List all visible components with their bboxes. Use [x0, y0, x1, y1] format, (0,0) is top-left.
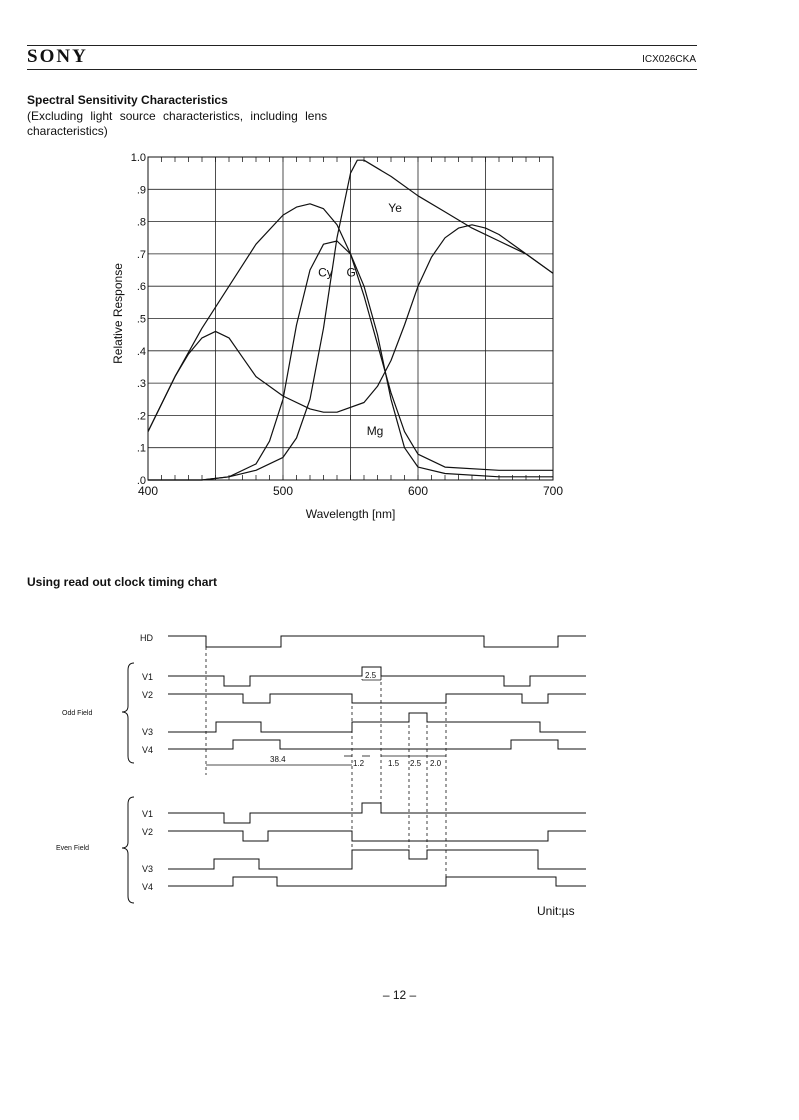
y-tick-label: .1: [136, 442, 146, 455]
even-field-label: Even Field: [56, 845, 90, 852]
series-label-ye: Ye: [388, 200, 402, 215]
unit-label: Unit:µs: [537, 904, 575, 918]
hd-signal: [168, 636, 586, 647]
x-axis-label: Wavelength [nm]: [305, 507, 396, 521]
y-tick-label: .5: [136, 313, 146, 326]
y-tick-label: .8: [136, 216, 146, 229]
hd-label: HD: [140, 633, 153, 643]
odd-v4-label: V4: [142, 745, 154, 755]
odd-v3-signal: [168, 713, 586, 732]
odd-field-brace: [122, 663, 134, 763]
even-field-brace: [122, 797, 134, 903]
dim-gap-4: 2.0: [430, 759, 442, 768]
spectral-subtitle-line2: characteristics): [27, 124, 108, 138]
x-tick-label: 400: [137, 484, 159, 498]
series-label-g: G: [346, 265, 356, 280]
y-tick-label: .2: [136, 410, 146, 423]
x-tick-label: 700: [542, 484, 564, 498]
y-tick-label: .4: [136, 345, 146, 358]
y-tick-label: .6: [136, 281, 146, 294]
odd-v4-signal: [168, 740, 586, 749]
y-axis-label: Relative Response: [111, 263, 125, 364]
even-v1-signal: [168, 803, 586, 823]
timing-title: Using read out clock timing chart: [27, 575, 218, 589]
dim-v1-pulse-width: 2.5: [365, 671, 377, 680]
part-number: ICX026CKA: [642, 54, 696, 65]
odd-v1-label: V1: [142, 672, 154, 682]
even-v3-label: V3: [142, 864, 154, 874]
series-label-mg: Mg: [366, 423, 384, 438]
spectral-subtitle-line1: (Excluding light source characteristics, including lens: [27, 109, 328, 123]
x-tick-label: 600: [407, 484, 429, 498]
spectral-title: Spectral Sensitivity Characteristics: [27, 93, 228, 107]
x-tick-label: 500: [272, 484, 294, 498]
dim-gap-3: 2.5: [410, 759, 422, 768]
even-v4-label: V4: [142, 882, 154, 892]
odd-v1-signal: [168, 667, 586, 686]
page-number: – 12 –: [382, 988, 417, 1002]
even-v1-label: V1: [142, 809, 154, 819]
dim-hd-offset: 38.4: [270, 755, 286, 764]
series-label-cy: Cy: [318, 265, 333, 280]
y-tick-label: .9: [136, 184, 146, 197]
even-v3-signal: [168, 850, 586, 869]
even-v4-signal: [168, 877, 586, 886]
odd-v2-label: V2: [142, 690, 154, 700]
odd-v2-signal: [168, 694, 586, 703]
even-v2-signal: [168, 831, 586, 841]
sony-logo: SONY: [27, 46, 88, 67]
even-v2-label: V2: [142, 827, 154, 837]
timing-chart: [0, 620, 799, 920]
odd-v3-label: V3: [142, 727, 154, 737]
chart-labels: [111, 152, 563, 521]
y-tick-label: .0: [136, 475, 146, 487]
y-tick-label: .7: [136, 248, 146, 261]
y-tick-label: 1.0: [130, 152, 146, 164]
dim-gap-2: 1.5: [388, 759, 400, 768]
odd-field-label: Odd Field: [62, 710, 93, 717]
y-tick-label: .3: [136, 378, 146, 391]
dim-gap-1: 1.2: [353, 759, 365, 768]
